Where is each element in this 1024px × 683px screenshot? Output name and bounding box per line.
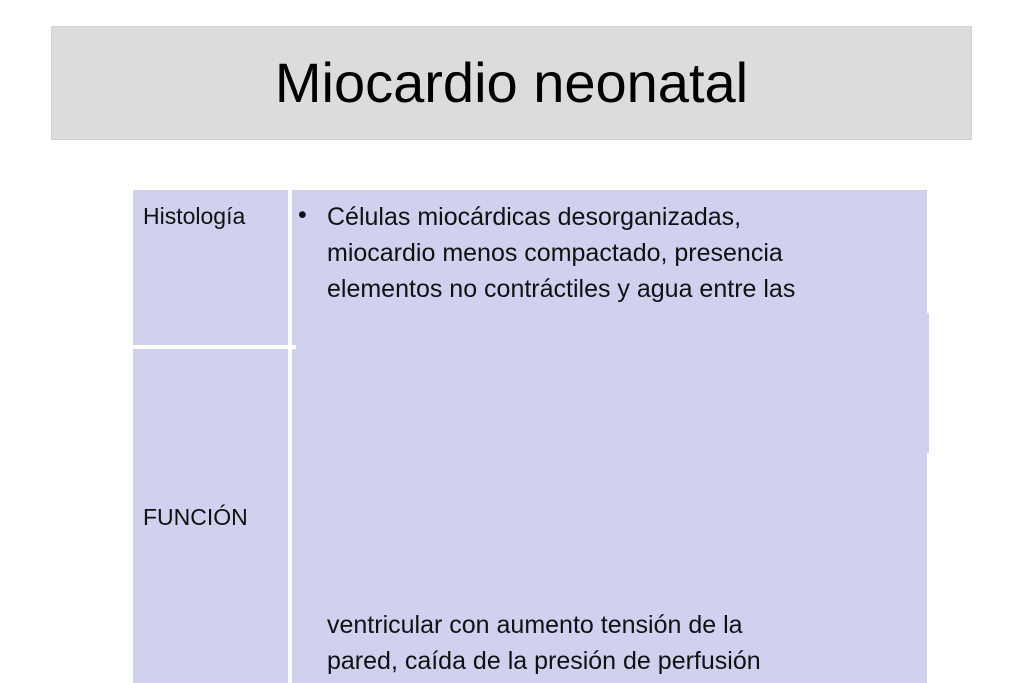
histologia-line: Células miocárdicas desorganizadas, — [327, 203, 742, 231]
slide-title: Miocardio neonatal — [274, 51, 749, 114]
occluding-overlay — [296, 313, 929, 453]
funcion-line: ventricular con aumento tensión de la — [327, 611, 743, 639]
title-box — [51, 26, 972, 140]
bullet-icon: • — [298, 201, 307, 229]
funcion-text — [327, 607, 927, 679]
row-label-histologia: Histología — [143, 203, 246, 229]
funcion-line: pared, caída de la presión de perfusión — [327, 647, 761, 675]
row-divider — [133, 345, 298, 349]
histologia-line: miocardio menos compactado, presencia — [327, 239, 783, 267]
histologia-line: elementos no contráctiles y agua entre las — [327, 275, 796, 303]
row-label-funcion: FUNCIÓN — [143, 504, 248, 530]
column-divider — [288, 190, 292, 683]
